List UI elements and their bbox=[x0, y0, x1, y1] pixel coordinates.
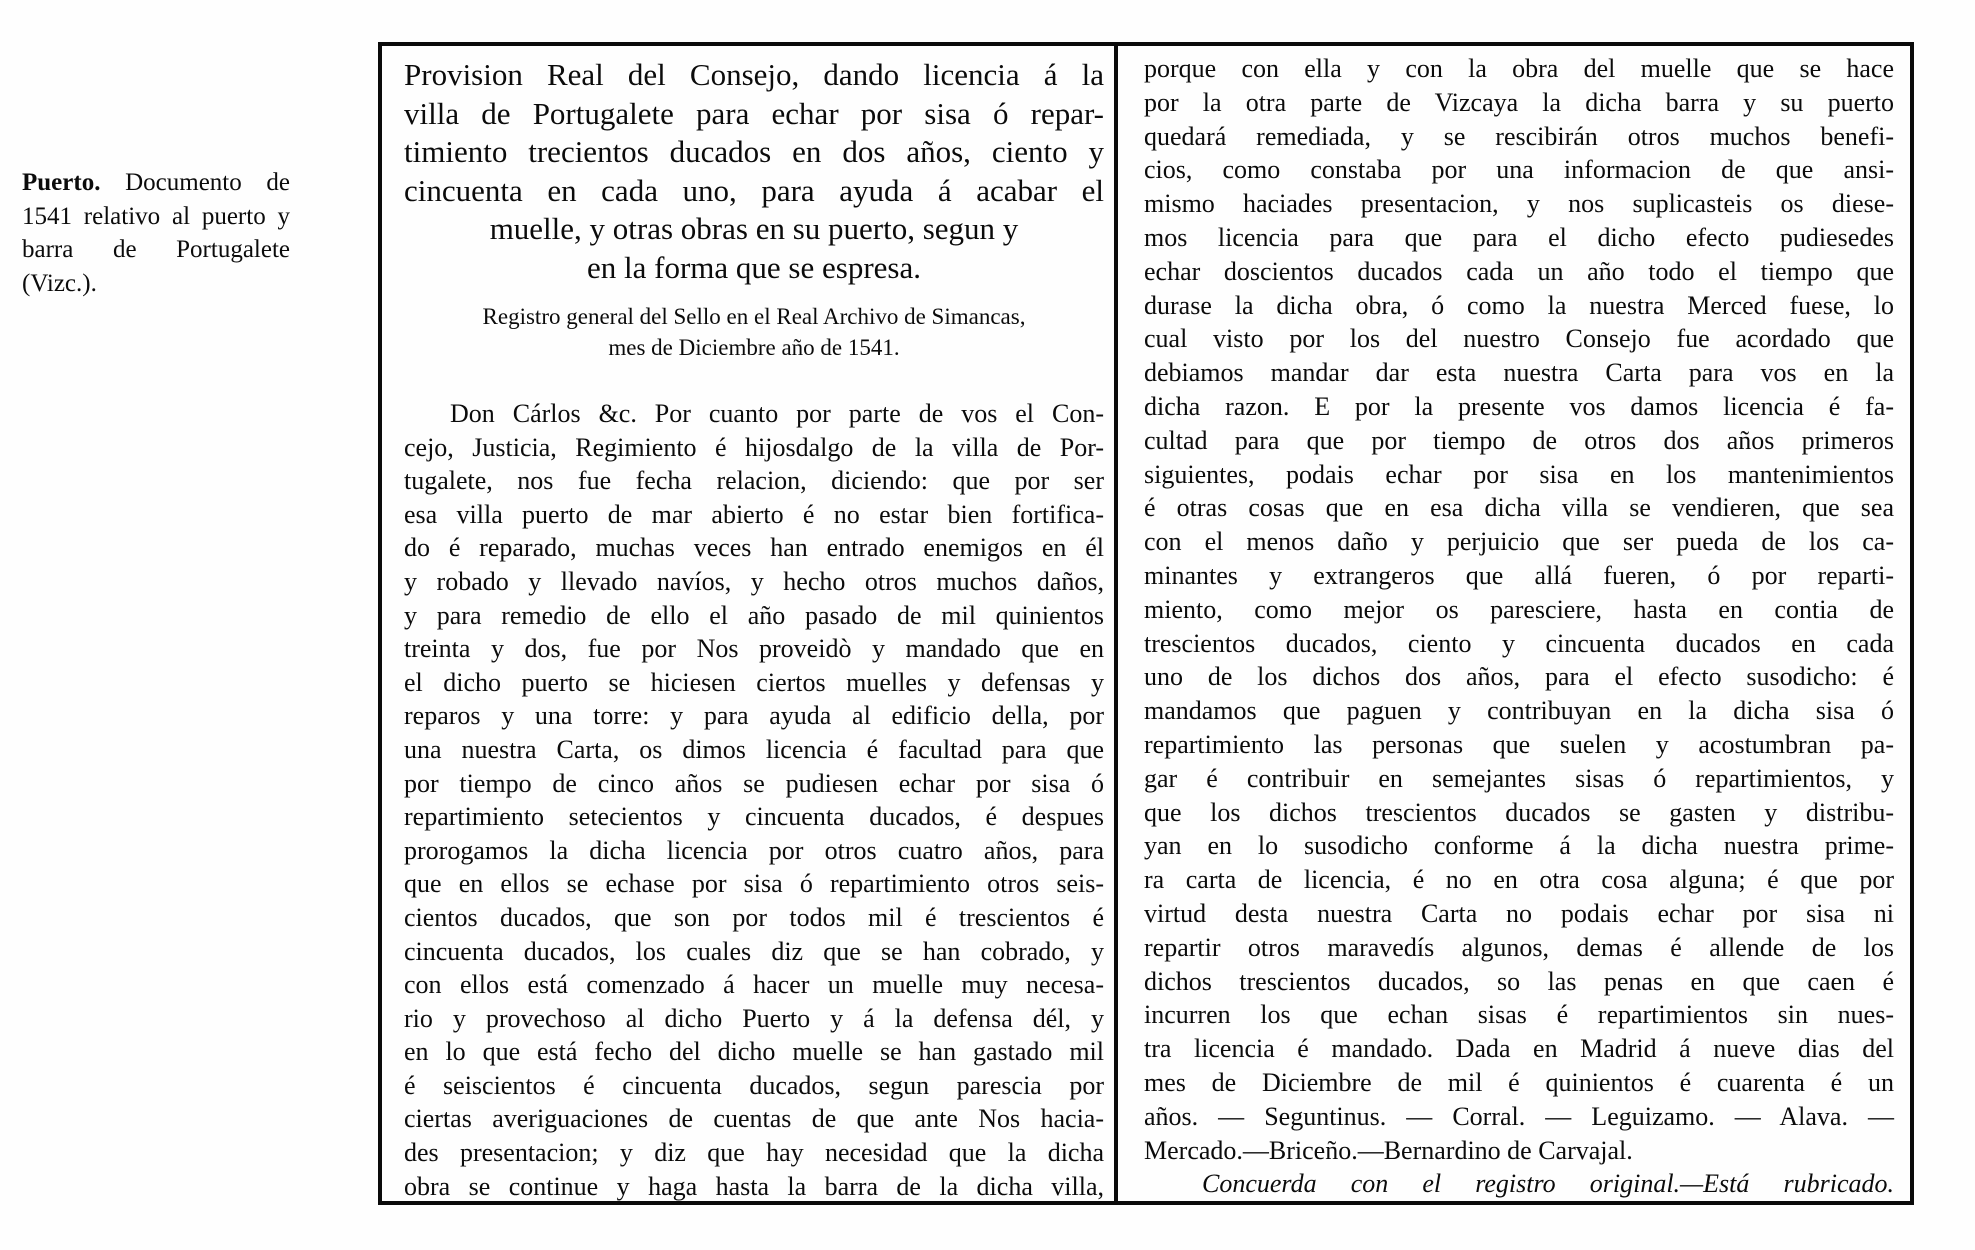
body-line: echar doscientos ducados cada un año todo el tiempo que bbox=[1144, 256, 1894, 286]
body-line: Mercado.—Briceño.—Bernardino de Carvajal. bbox=[1144, 1135, 1633, 1165]
body-line: y para remedio de ello el año pasado de mil quinientos bbox=[404, 600, 1104, 630]
body-line: en lo que está fecho del dicho muelle se han gastado mil bbox=[404, 1037, 1104, 1067]
body-line: virtud desta nuestra Carta no podais echar por sisa ni bbox=[1144, 898, 1894, 928]
body-line: durase la dicha obra, ó como la nuestra Merced fuese, lo bbox=[1144, 290, 1894, 320]
archive-reference bbox=[404, 301, 1104, 363]
body-line: prorogamos la dicha licencia por otros cuatro años, para bbox=[404, 835, 1104, 865]
body-line: ciertas averiguaciones de cuentas de que ante Nos hacia- bbox=[404, 1104, 1104, 1134]
title-line: timiento trecientos ducados en dos años, ciento y bbox=[404, 134, 1104, 169]
body-line: mismo haciades presentacion, y nos suplicasteis os diese- bbox=[1144, 189, 1894, 219]
body-line: mandamos que paguen y contribuyan en la dicha sisa ó bbox=[1144, 696, 1894, 726]
body-line: con ellos está comenzado á hacer un muelle muy necesa- bbox=[404, 970, 1104, 1000]
body-line: años. — Seguntinus. — Corral. — Leguizamo. — Alava. — bbox=[1144, 1101, 1894, 1131]
margin-note-line: 1541 relativo al puerto y bbox=[22, 202, 290, 230]
body-line: mes de Diciembre de mil é quinientos é cuarenta é un bbox=[1144, 1067, 1894, 1097]
body-line: des presentacion; y diz que hay necesidad que la dicha bbox=[404, 1138, 1104, 1168]
body-line: tugalete, nos fue fecha relacion, diciendo: que por ser bbox=[404, 466, 1104, 496]
document-title bbox=[404, 52, 1104, 287]
body-line: yan en lo susodicho conforme á la dicha nuestra prime- bbox=[1144, 831, 1894, 861]
body-line: rio y provechoso al dicho Puerto y á la defensa dél, y bbox=[404, 1003, 1104, 1033]
body-line: trescientos ducados, ciento y cincuenta ducados en cada bbox=[1144, 628, 1894, 658]
body-text-right bbox=[1144, 52, 1894, 1201]
left-column bbox=[382, 46, 1118, 1201]
body-line: repartimiento setecientos y cincuenta ducados, é despues bbox=[404, 802, 1104, 832]
body-line: cejo, Justicia, Regimiento é hijosdalgo de la villa de Por- bbox=[404, 432, 1104, 462]
body-line: obra se continue y haga hasta la barra de la dicha villa, bbox=[404, 1171, 1104, 1201]
body-line: quedará remediada, y se rescibirán otros muchos benefi- bbox=[1144, 121, 1894, 151]
margin-note-keyword: Puerto. bbox=[22, 169, 101, 196]
body-line: Concuerda con el registro original.—Está rubricado. bbox=[1202, 1169, 1894, 1199]
body-line: que los dichos trescientos ducados se gasten y distribu- bbox=[1144, 797, 1894, 827]
body-line: tra licencia é mandado. Dada en Madrid á nueve dias del bbox=[1144, 1034, 1894, 1064]
body-line: miento, como mejor os paresciere, hasta en contia de bbox=[1144, 594, 1894, 624]
body-line: esa villa puerto de mar abierto é no estar bien fortifica- bbox=[404, 499, 1104, 529]
body-line: reparos y una torre: y para ayuda al edificio della, por bbox=[404, 701, 1104, 731]
body-line: debiamos mandar dar esta nuestra Carta para vos en la bbox=[1144, 358, 1894, 388]
body-line: Don Cárlos &c. Por cuanto por parte de vos el Con- bbox=[450, 399, 1104, 428]
body-line: que en ellos se echase por sisa ó repartimiento otros seis- bbox=[404, 869, 1104, 899]
body-line: el dicho puerto se hiciesen ciertos muelles y defensas y bbox=[404, 667, 1104, 697]
body-line: minantes y extrangeros que allá fueren, ó por reparti- bbox=[1144, 560, 1894, 590]
body-line: é seiscientos é cincuenta ducados, segun parescia por bbox=[404, 1070, 1104, 1100]
archive-reference-line: Registro general del Sello en el Real Archivo de Simancas, bbox=[482, 304, 1026, 329]
body-line: cual visto por los del nuestro Consejo fue acordado que bbox=[1144, 324, 1894, 354]
body-line: y robado y llevado navíos, y hecho otros muchos daños, bbox=[404, 566, 1104, 596]
title-line: Provision Real del Consejo, dando licencia á la bbox=[404, 57, 1104, 92]
title-line: villa de Portugalete para echar por sisa ó repar- bbox=[404, 95, 1104, 131]
margin-note-line: (Vizc.). bbox=[22, 269, 97, 297]
body-line: dichos trescientos ducados, so las penas en que caen é bbox=[1144, 966, 1894, 996]
body-line: é otras cosas que en esa dicha villa se vendieren, que sea bbox=[1144, 493, 1894, 523]
body-line: por la otra parte de Vizcaya la dicha barra y su puerto bbox=[1144, 87, 1894, 117]
body-line: por tiempo de cinco años se pudiesen echar por sisa ó bbox=[404, 768, 1104, 798]
title-line: cincuenta en cada uno, para ayuda á acabar el bbox=[404, 172, 1104, 208]
body-line: porque con ella y con la obra del muelle que se hace bbox=[1144, 54, 1894, 83]
margin-note-line bbox=[22, 166, 290, 200]
body-line: cultad para que por tiempo de otros dos años primeros bbox=[1144, 425, 1894, 455]
body-line: ra carta de licencia, é no en otra cosa alguna; é que por bbox=[1144, 865, 1894, 895]
margin-note-line: barra de Portugalete bbox=[22, 236, 290, 263]
body-line: repartimiento las personas que suelen y acostumbran pa- bbox=[1144, 729, 1894, 759]
body-line: dicha razon. E por la presente vos damos licencia é fa- bbox=[1144, 391, 1894, 421]
archive-reference-line: mes de Diciembre año de 1541. bbox=[608, 335, 900, 360]
title-line: en la forma que se espresa. bbox=[587, 249, 921, 285]
body-line: incurren los que echan sisas é repartimientos sin nues- bbox=[1144, 1000, 1894, 1030]
body-line: mos licencia para que para el dicho efecto pudiesedes bbox=[1144, 222, 1894, 252]
body-line: treinta y dos, fue por Nos proveidò y mandado que en bbox=[404, 634, 1104, 664]
body-line: siguientes, podais echar por sisa en los mantenimientos bbox=[1144, 459, 1894, 489]
body-line: una nuestra Carta, os dimos licencia é facultad para que bbox=[404, 734, 1104, 764]
body-text-left bbox=[404, 397, 1104, 1203]
document-frame bbox=[378, 42, 1914, 1205]
body-line: uno de los dichos dos años, para el efecto susodicho: é bbox=[1144, 662, 1894, 692]
margin-note-text: Documento de bbox=[125, 169, 290, 196]
body-line: cientos ducados, que son por todos mil é trescientos é bbox=[404, 902, 1104, 932]
body-line: repartir otros maravedís algunos, demas é allende de los bbox=[1144, 932, 1894, 962]
margin-note bbox=[22, 166, 290, 300]
body-line: do é reparado, muchas veces han entrado enemigos en él bbox=[404, 533, 1104, 563]
body-line: cincuenta ducados, los cuales diz que se han cobrado, y bbox=[404, 936, 1104, 966]
body-line: cios, como constaba por una informacion de que ansi- bbox=[1144, 155, 1894, 185]
right-column bbox=[1118, 46, 1910, 1201]
margin-note-lines bbox=[22, 200, 290, 301]
body-line: gar é contribuir en semejantes sisas ó repartimientos, y bbox=[1144, 763, 1894, 793]
title-line: muelle, y otras obras en su puerto, segun y bbox=[489, 211, 1019, 246]
body-line: con el menos daño y perjuicio que ser pueda de los ca- bbox=[1144, 527, 1894, 557]
